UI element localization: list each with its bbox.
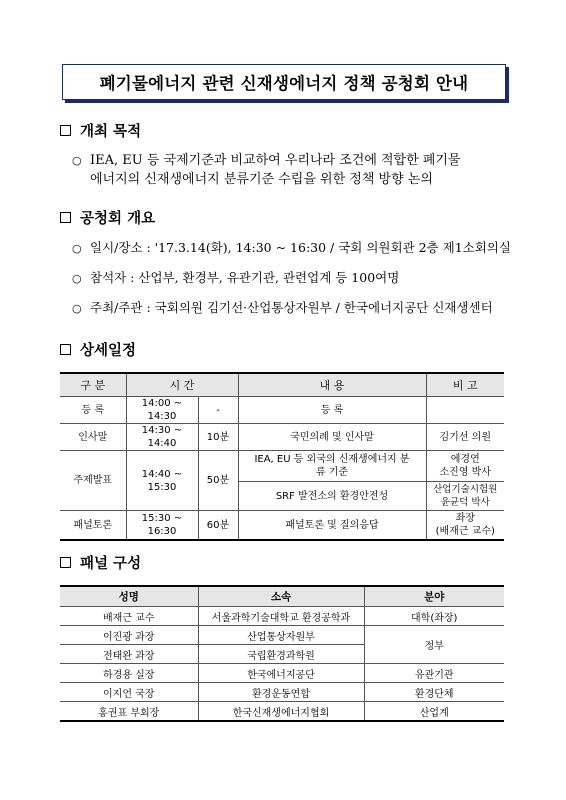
bullet-circle-icon: ○ [72,242,82,255]
table-row: 인사말 14:30 ~ 14:40 10분 국민의례 및 인사말 김기선 의원 [60,424,504,451]
bullet-circle-icon: ○ [72,272,82,285]
section-heading-purpose: 개최 목적 [60,120,141,141]
table-row: 주제발표 14:40 ~ 15:30 50분 IEA, EU 등 외국의 신재생에너지 분류 기준 에경연 소진영 박사 [60,451,504,482]
table-row: 패널토론 15:30 ~ 16:30 60분 패널토론 및 질의응답 좌장 (배재근 교수) [60,511,504,541]
section-heading-overview: 공청회 개요 [60,207,155,228]
table-row: 이지언 국장 환경운동연합 환경단체 [60,683,504,702]
table-row: 홍권표 부회장 한국신재생에너지협회 산업계 [60,702,504,722]
section-heading-schedule: 상세일정 [60,339,136,360]
overview-item: ○ 참석자 : 산업부, 환경부, 유관기관, 관련업계 등 100여명 [72,268,399,288]
table-header-row: 구 분 시 간 내 용 비 고 [60,373,504,397]
page-title: 폐기물에너지 관련 신재생에너지 정책 공청회 안내 [99,74,469,93]
checkbox-square-icon [60,125,71,136]
table-row: 배재근 교수 서울과학기술대학교 환경공학과 대학(좌장) [60,607,504,626]
bullet-circle-icon: ○ [72,302,82,315]
table-row: 이진광 과장 산업통상자원부 정부 [60,626,504,645]
table-row: SRF 발전소의 환경안전성 산업기술시험원 윤균덕 박사 [60,482,504,511]
checkbox-square-icon [60,557,71,568]
overview-item: ○ 주최/주관 : 국회의원 김기선·산업통상자원부 / 한국에너지공단 신재생센터 [72,298,493,318]
table-row: 등 록 14:00 ~ 14:30 - 등 록 [60,397,504,424]
schedule-table [60,372,504,541]
bullet-circle-icon: ○ [72,154,82,167]
table-row: 하경용 실장 한국에너지공단 유관기관 [60,664,504,683]
purpose-bullet: ○ IEA, EU 등 국제기준과 비교하여 우리나라 조건에 적합한 폐기물 에너지의 신재생에너지 분류기준 수립을 위한 정책 방향 논의 [72,153,461,187]
table-header-row: 성명 소속 분야 [60,586,504,607]
checkbox-square-icon [60,344,71,355]
checkbox-square-icon [60,212,71,223]
overview-item: ○ 일시/장소 : '17.3.14(화), 14:30 ~ 16:30 / 국회 의원회관 2층 제1소회의실 [72,238,511,258]
panel-table [60,585,504,722]
page-title-box [62,64,506,100]
table-row: 전태완 과장 국립환경과학원 [60,645,504,664]
section-heading-panel: 패널 구성 [60,552,141,573]
